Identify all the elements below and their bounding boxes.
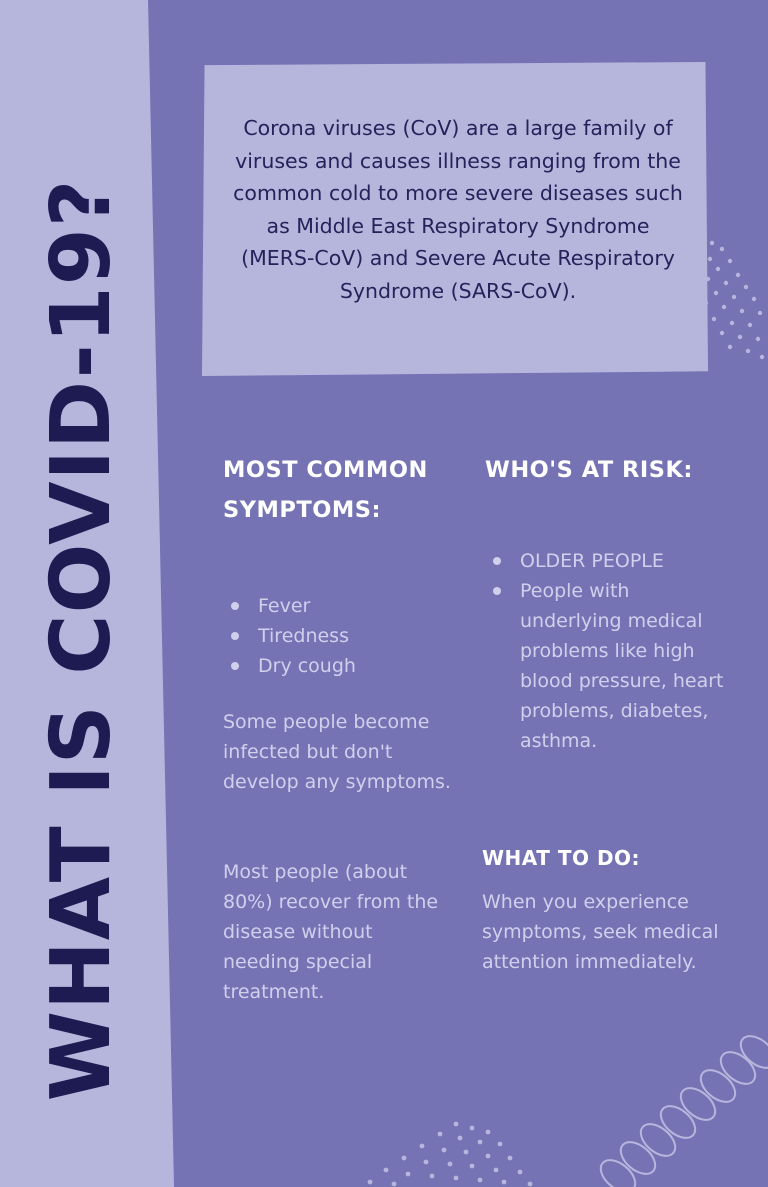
dots-decoration-right bbox=[700, 235, 768, 365]
symptoms-list bbox=[223, 591, 463, 681]
recover-note: Most people (about 80%) recover from the disease without needing special treatment. bbox=[223, 861, 439, 1003]
list-item: Dry cough bbox=[223, 651, 463, 681]
intro-text: Corona viruses (CoV) are a large family of viruses and causes illness ranging from the common cold to more severe diseases such as Middle East Respiratory Syndrome (MERS-CoV) and Severe Acute Respiratory Syndrome (SARS-CoV). bbox=[233, 116, 683, 303]
todo-heading: WHAT TO DO: bbox=[482, 846, 641, 870]
spiral-decoration bbox=[590, 1030, 768, 1187]
page-title: WHAT IS COVID-19? bbox=[34, 178, 129, 1102]
risk-list bbox=[485, 546, 735, 756]
list-item: OLDER PEOPLE bbox=[485, 546, 735, 576]
infected-note: Some people become infected but don't develop any symptoms. bbox=[223, 711, 451, 793]
list-item: Tiredness bbox=[223, 621, 463, 651]
dots-decoration-bottom bbox=[360, 1118, 550, 1187]
list-item: People with underlying medical problems like high blood pressure, heart problems, diabetes, asthma. bbox=[485, 576, 735, 756]
symptoms-heading: MOST COMMON SYMPTOMS: bbox=[223, 457, 428, 523]
todo-text: When you experience symptoms, seek medical attention immediately. bbox=[482, 891, 719, 973]
risk-heading: WHO'S AT RISK: bbox=[485, 457, 693, 483]
list-item: Fever bbox=[223, 591, 463, 621]
